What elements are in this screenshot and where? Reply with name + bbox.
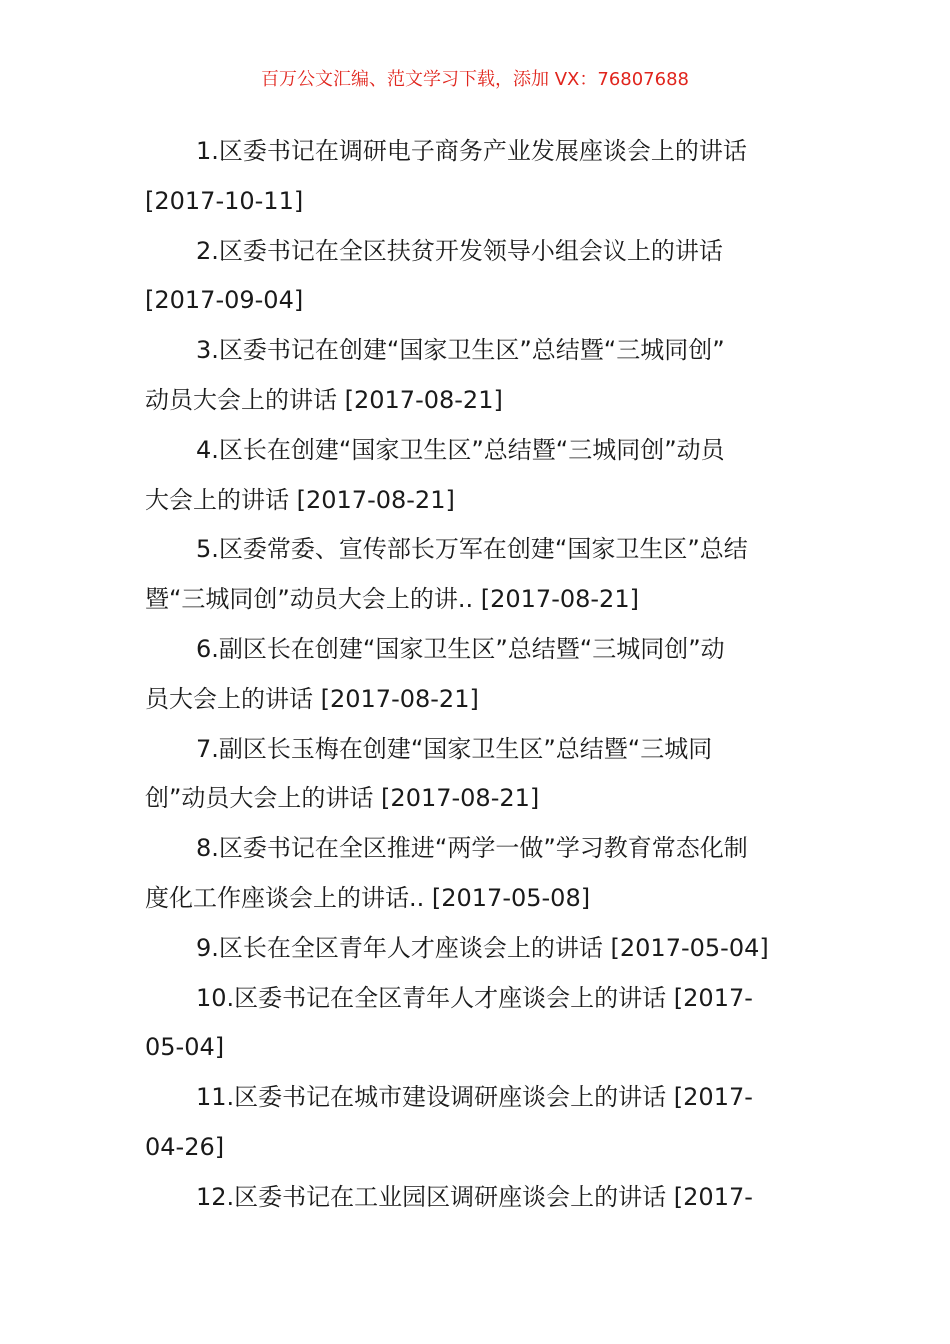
list-item: 8.区委书记在全区推进“两学一做”学习教育常态化制 度化工作座谈会上的讲话.. [2017-05-08] [145,834,748,912]
list-item: 10.区委书记在全区青年人才座谈会上的讲话 [2017- 05-04] [145,983,753,1062]
list-item: 9.区长在全区青年人才座谈会上的讲话 [2017-05-04] [196,933,769,962]
list-item: 11.区委书记在城市建设调研座谈会上的讲话 [2017- 04-26] [145,1083,753,1161]
list-item: 5.区委常委、宣传部长万军在创建“国家卫生区”总结 暨“三城同创”动员大会上的讲.. [2017-08-21] [145,535,748,614]
list-item: 1.区委书记在调研电子商务产业发展座谈会上的讲话 [2017-10-11] [145,137,747,215]
list-item: 7.副区长玉梅在创建“国家卫生区”总结暨“三城同 创”动员大会上的讲话 [2017-08-21] [145,734,713,813]
list-item: 2.区委书记在全区扶贫开发领导小组会议上的讲话 [2017-09-04] [145,236,723,315]
speech-list [145,127,807,1223]
list-item: 12.区委书记在工业园区调研座谈会上的讲话 [2017- [196,1182,753,1211]
list-item: 6.副区长在创建“国家卫生区”总结暨“三城同创”动 员大会上的讲话 [2017-08-21] [145,634,725,713]
header-watermark-text: 百万公文汇编、范文学习下载，添加 VX：76807688 [261,69,689,90]
list-item: 3.区委书记在创建“国家卫生区”总结暨“三城同创” 动员大会上的讲话 [2017-08-21] [145,336,725,414]
list-item: 4.区长在创建“国家卫生区”总结暨“三城同创”动员 大会上的讲话 [2017-08-21] [145,435,725,514]
